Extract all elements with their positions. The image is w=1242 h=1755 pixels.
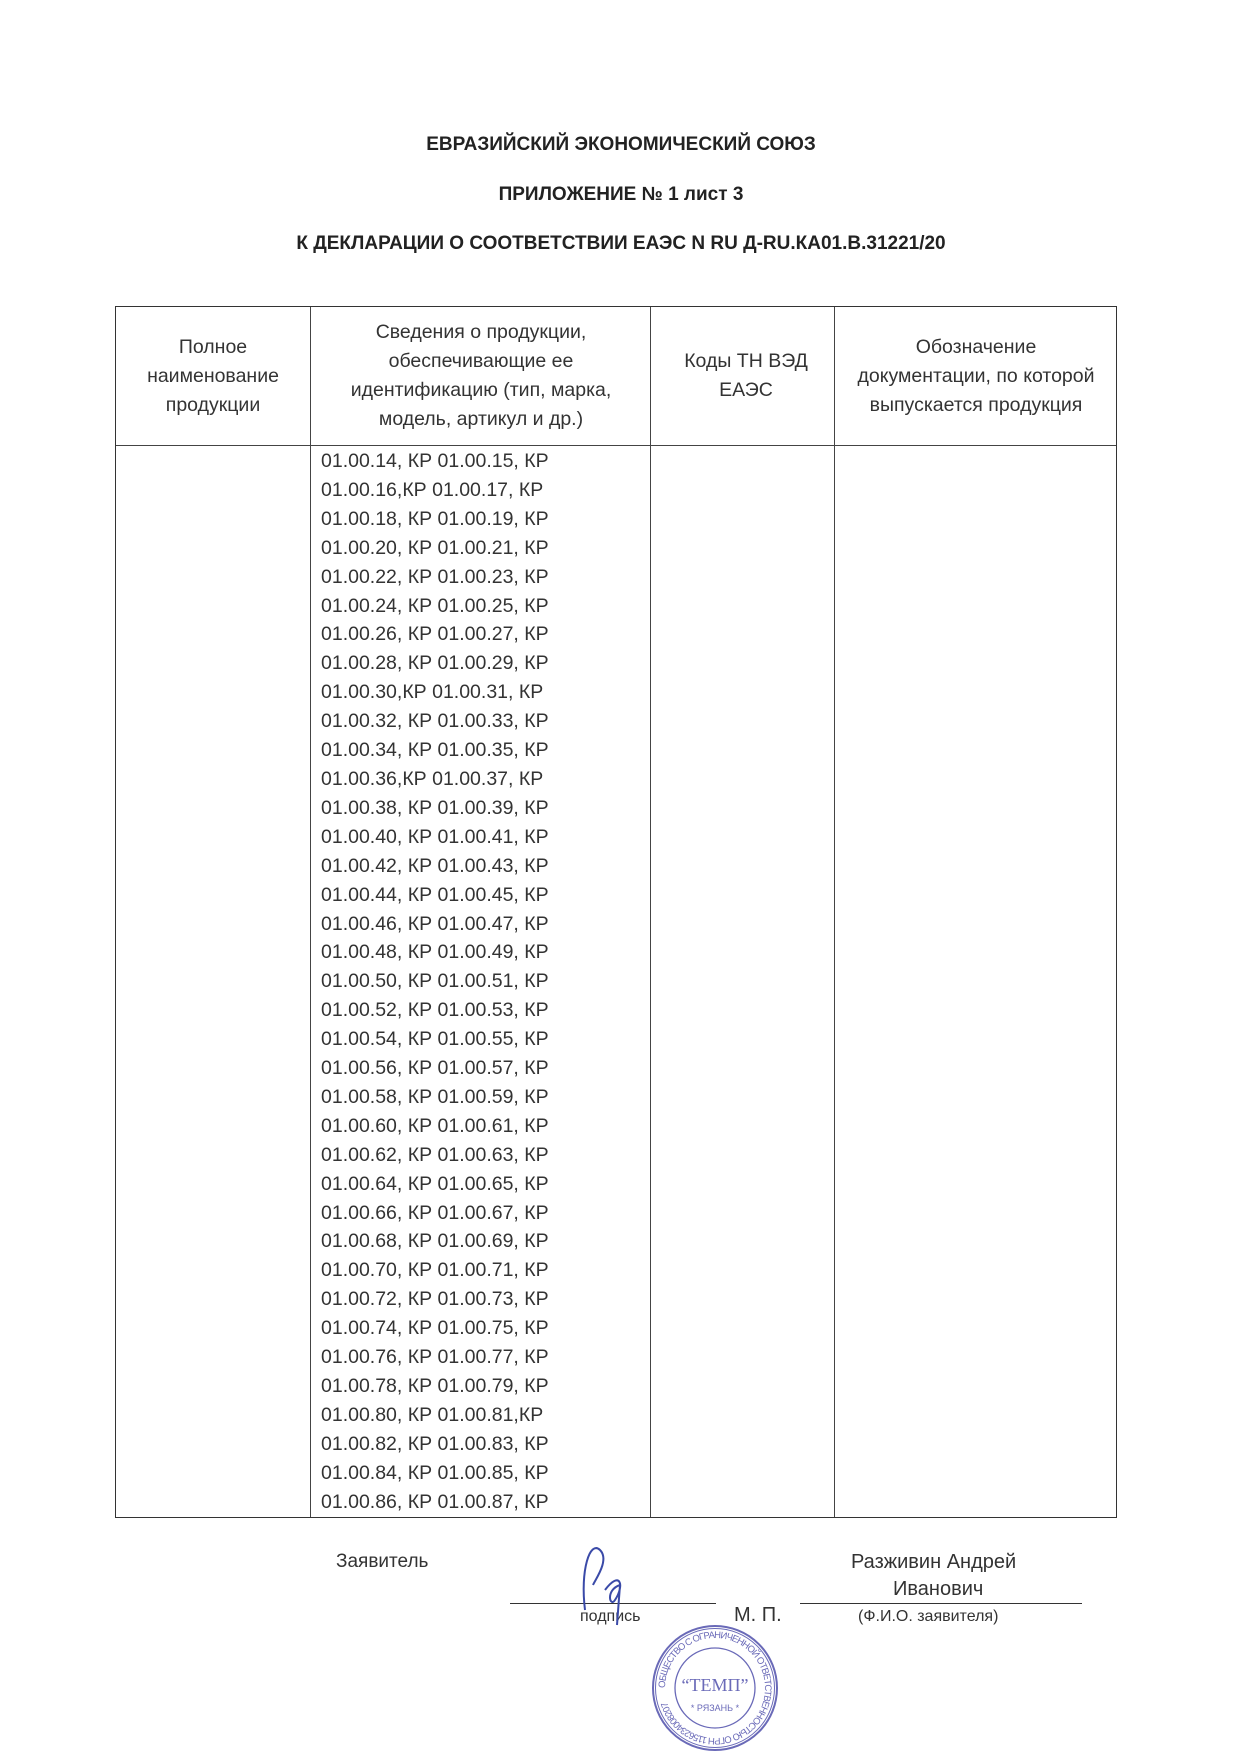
table-row: 01.00.46, КР 01.00.47, КР (321, 912, 549, 935)
table-row: 01.00.60, КР 01.00.61, КР (321, 1114, 549, 1137)
table-row: 01.00.24, КР 01.00.25, КР (321, 594, 549, 617)
stamp-ring-text: ОБЩЕСТВО С ОГРАНИЧЕННОЙ ОТВЕТСТВЕННОСТЬЮ ОГРН 1156234008207 (656, 1629, 774, 1747)
column-header-tn-ved: Коды ТН ВЭД ЕАЭС (684, 350, 808, 401)
table-row: 01.00.82, КР 01.00.83, КР (321, 1432, 549, 1455)
column-header-identification: Сведения о продукции, обеспечивающие ее идентификацию (тип, марка, модель, артикул и др.) (350, 321, 612, 430)
table-row: 01.00.28, КР 01.00.29, КР (321, 652, 549, 675)
table-row: 01.00.20, КР 01.00.21, КР (321, 536, 549, 559)
table-row: 01.00.50, КР 01.00.51, КР (321, 970, 549, 993)
table-row: 01.00.62, КР 01.00.63, КР (321, 1143, 549, 1166)
signature-label: подпись (580, 1608, 641, 1625)
identification-list (321, 447, 549, 1517)
company-stamp (650, 1623, 780, 1753)
table-row: 01.00.64, КР 01.00.65, КР (321, 1172, 549, 1195)
table-row: 01.00.74, КР 01.00.75, КР (321, 1317, 549, 1340)
table-row: 01.00.58, КР 01.00.59, КР (321, 1085, 549, 1108)
table-row: 01.00.36,КР 01.00.37, КР (321, 767, 544, 790)
table-row: 01.00.48, КР 01.00.49, КР (321, 941, 549, 964)
table-row: 01.00.34, КР 01.00.35, КР (321, 739, 549, 762)
handwritten-signature (575, 1530, 635, 1630)
applicant-name-line1: Разживин Андрей (851, 1551, 1017, 1573)
table-row: 01.00.22, КР 01.00.23, КР (321, 565, 549, 588)
table-row: 01.00.32, КР 01.00.33, КР (321, 710, 549, 733)
applicant-label: Заявитель (336, 1551, 429, 1572)
name-line (800, 1603, 1082, 1604)
table-row: 01.00.44, КР 01.00.45, КР (321, 883, 549, 906)
table-row: 01.00.42, КР 01.00.43, КР (321, 854, 549, 877)
table-row: 01.00.54, КР 01.00.55, КР (321, 1028, 549, 1051)
table-row: 01.00.56, КР 01.00.57, КР (321, 1057, 549, 1080)
column-divider (834, 307, 835, 1517)
table-row: 01.00.70, КР 01.00.71, КР (321, 1259, 549, 1282)
seal-label: М. П. (734, 1604, 782, 1626)
table-row: 01.00.68, КР 01.00.69, КР (321, 1230, 549, 1253)
header-divider (116, 445, 1116, 446)
declaration-title: К ДЕКЛАРАЦИИ О СООТВЕТСТВИИ ЕАЭС N RU Д-RU.КА01.В.31221/20 (296, 233, 946, 254)
table-row: 01.00.66, КР 01.00.67, КР (321, 1201, 549, 1224)
table-row: 01.00.84, КР 01.00.85, КР (321, 1461, 549, 1484)
column-header-documentation: Обозначение документации, по которой выпускается продукция (857, 335, 1095, 416)
table-row: 01.00.80, КР 01.00.81,КР (321, 1403, 544, 1426)
table-row: 01.00.72, КР 01.00.73, КР (321, 1288, 549, 1311)
appendix-title: ПРИЛОЖЕНИЕ № 1 лист 3 (498, 184, 744, 205)
products-table (115, 306, 1117, 1518)
table-row: 01.00.16,КР 01.00.17, КР (321, 478, 544, 501)
table-row: 01.00.78, КР 01.00.79, КР (321, 1375, 549, 1397)
column-divider (310, 307, 311, 1517)
table-row: 01.00.76, КР 01.00.77, КР (321, 1346, 549, 1369)
column-divider (650, 307, 651, 1517)
union-title: ЕВРАЗИЙСКИЙ ЭКОНОМИЧЕСКИЙ СОЮЗ (426, 134, 816, 155)
stamp-city-text: * РЯЗАНЬ * (690, 1703, 740, 1713)
table-row: 01.00.86, КР 01.00.87, КР (321, 1490, 549, 1513)
table-row: 01.00.30,КР 01.00.31, КР (321, 681, 544, 704)
column-header-name: Полное наименование продукции (147, 335, 279, 416)
stamp-center-text: “ТЕМП” (681, 1675, 749, 1695)
table-row: 01.00.26, КР 01.00.27, КР (321, 623, 549, 646)
table-row: 01.00.52, КР 01.00.53, КР (321, 999, 549, 1022)
table-row: 01.00.18, КР 01.00.19, КР (321, 507, 549, 530)
table-row: 01.00.38, КР 01.00.39, КР (321, 796, 549, 819)
table-row: 01.00.14, КР 01.00.15, КР (321, 450, 549, 472)
applicant-name-caption: (Ф.И.О. заявителя) (858, 1608, 999, 1625)
applicant-name-line2: Иванович (893, 1578, 984, 1600)
table-row: 01.00.40, КР 01.00.41, КР (321, 825, 549, 848)
